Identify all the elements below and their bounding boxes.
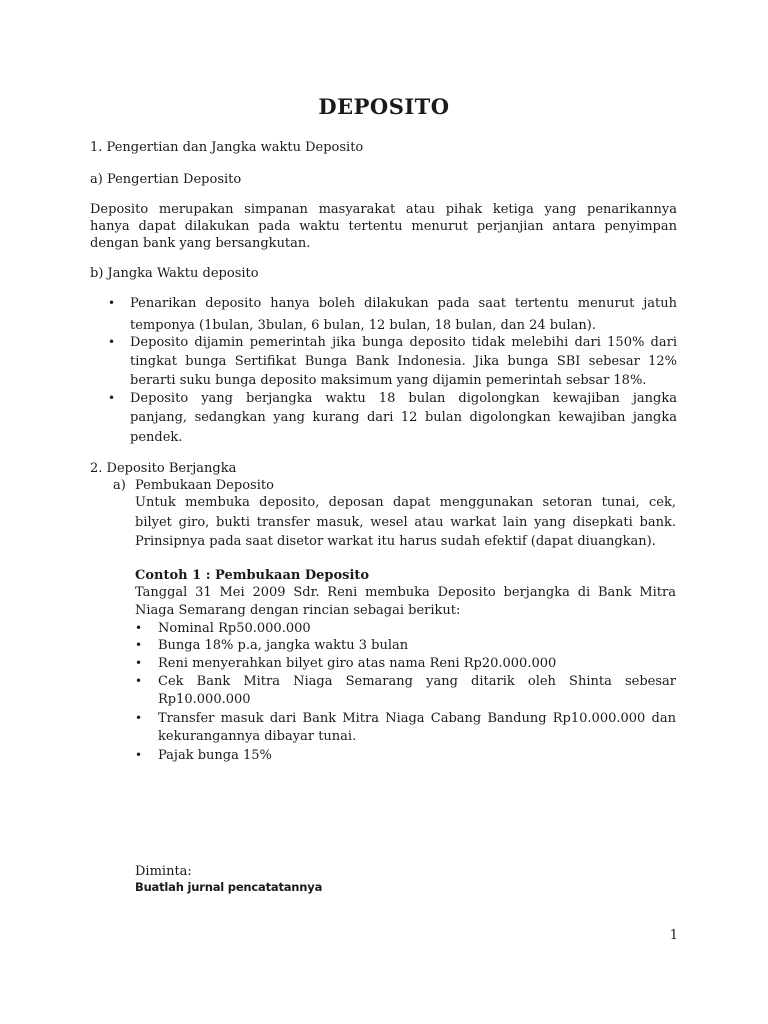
bullet-icon: •: [135, 656, 143, 670]
paragraph-line: dengan bank yang bersangkutan.: [90, 236, 311, 251]
section-1-sub-b: b) Jangka Waktu deposito: [90, 266, 259, 281]
instruction-text: Buatlah jurnal pencatatannya: [135, 880, 323, 894]
list-item-line: Reni menyerahkan bilyet giro atas nama Reni Rp20.000.000: [158, 656, 557, 671]
list-item-line: panjang, sedangkan yang kurang dari 12 bulan digolongkan kewajiban jangka: [130, 410, 677, 425]
list-item-line: temponya (1bulan, 3bulan, 6 bulan, 12 bulan, 18 bulan, dan 24 bulan).: [130, 318, 596, 333]
paragraph-line: Deposito merupakan simpanan masyarakat atau pihak ketiga yang penarikannya: [90, 202, 677, 217]
list-item-line: Rp10.000.000: [158, 692, 251, 707]
page-title: DEPOSITO: [318, 94, 450, 119]
diminta-label: Diminta:: [135, 864, 192, 879]
list-item-line: Cek Bank Mitra Niaga Semarang yang ditarik oleh Shinta sebesar: [158, 674, 676, 689]
paragraph-line: bilyet giro, bukti transfer masuk, wesel atau warkat lain yang disepkati bank.: [135, 515, 676, 530]
list-item-line: kekurangannya dibayar tunai.: [158, 729, 357, 744]
list-item-line: Deposito yang berjangka waktu 18 bulan digolongkan kewajiban jangka: [130, 391, 677, 406]
bullet-icon: •: [108, 391, 116, 405]
bullet-icon: •: [108, 296, 116, 310]
list-item-line: Deposito dijamin pemerintah jika bunga deposito tidak melebihi dari 150% dari: [130, 335, 677, 350]
paragraph-line: hanya dapat dilakukan pada waktu tertentu menurut perjanjian antara penyimpan: [90, 219, 677, 234]
bullet-icon: •: [135, 638, 143, 652]
paragraph-line: Tanggal 31 Mei 2009 Sdr. Reni membuka Deposito berjangka di Bank Mitra: [135, 585, 676, 600]
bullet-icon: •: [135, 621, 143, 635]
list-item-line: Transfer masuk dari Bank Mitra Niaga Cabang Bandung Rp10.000.000 dan: [158, 711, 676, 726]
bullet-icon: •: [135, 674, 143, 688]
page-number: 1: [669, 928, 678, 943]
bullet-icon: •: [135, 748, 143, 762]
list-item-line: Bunga 18% p.a, jangka waktu 3 bulan: [158, 638, 409, 653]
section-2-sub-a-marker: a): [113, 478, 126, 493]
list-item-line: Penarikan deposito hanya boleh dilakukan pada saat tertentu menurut jatuh: [130, 296, 677, 311]
list-item-line: Nominal Rp50.000.000: [158, 621, 311, 636]
example-title: Contoh 1 : Pembukaan Deposito: [135, 568, 370, 583]
list-item-line: tingkat bunga Sertifikat Bunga Bank Indonesia. Jika bunga SBI sebesar 12%: [130, 354, 677, 369]
paragraph-line: Prinsipnya pada saat disetor warkat itu harus sudah efektif (dapat diuangkan).: [135, 534, 656, 549]
list-item-line: pendek.: [130, 430, 183, 445]
section-2-sub-a-title: Pembukaan Deposito: [135, 478, 274, 493]
list-item-line: Pajak bunga 15%: [158, 748, 272, 763]
section-2-heading: 2. Deposito Berjangka: [90, 461, 237, 476]
section-1-heading: 1. Pengertian dan Jangka waktu Deposito: [90, 140, 364, 155]
paragraph-line: Untuk membuka deposito, deposan dapat menggunakan setoran tunai, cek,: [135, 495, 676, 510]
section-1-sub-a: a) Pengertian Deposito: [90, 172, 242, 187]
bullet-icon: •: [135, 711, 143, 725]
list-item-line: berarti suku bunga deposito maksimum yang dijamin pemerintah sebsar 18%.: [130, 373, 647, 388]
paragraph-line: Niaga Semarang dengan rincian sebagai berikut:: [135, 603, 461, 618]
bullet-icon: •: [108, 335, 116, 349]
